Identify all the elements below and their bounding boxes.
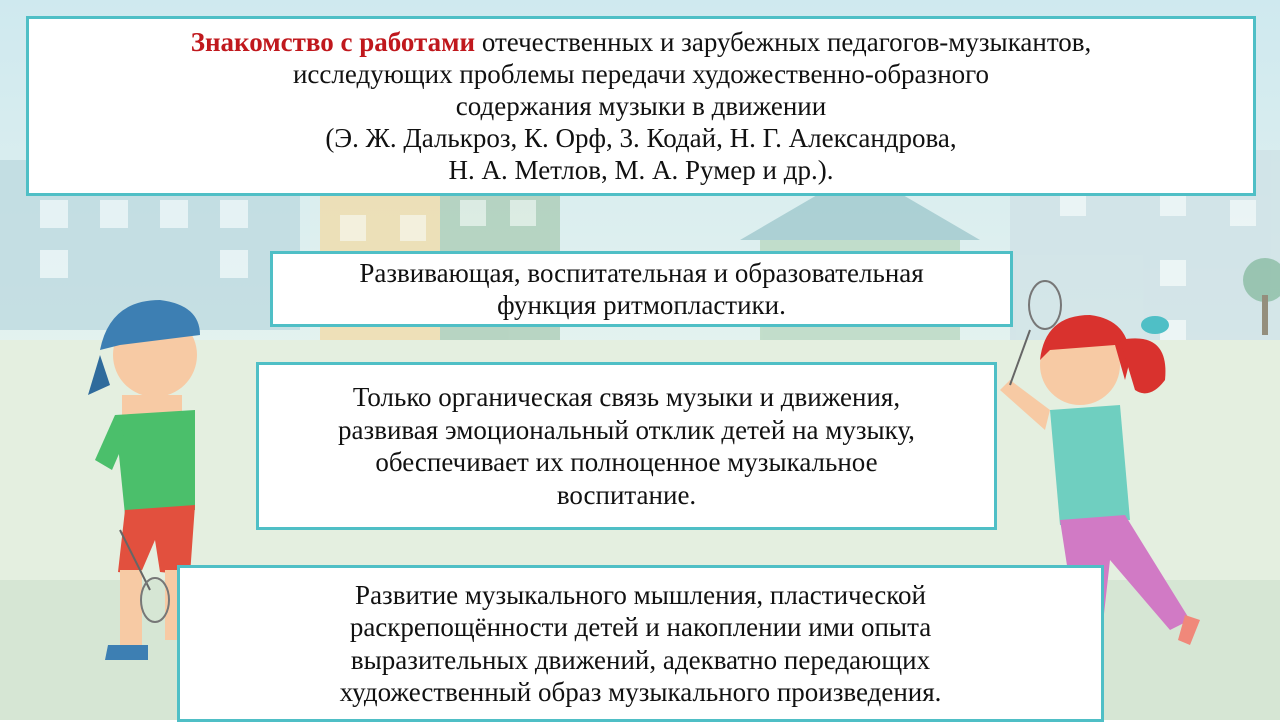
development-line-2: раскрепощённости детей и накоплении ими опыта	[349, 612, 932, 642]
function-line-1: Развивающая, воспитательная и образовательная	[359, 257, 924, 288]
function-text-box	[270, 251, 1013, 327]
connection-line-2: развивая эмоциональный отклик детей на музыку,	[338, 414, 915, 445]
intro-highlight: Знакомство с работами	[190, 27, 476, 57]
development-text-box	[177, 565, 1104, 722]
connection-line-1: Только органическая связь музыки и движения,	[352, 382, 901, 412]
connection-line-3: обеспечивает их полноценное музыкальное	[375, 447, 878, 477]
function-line-2: функция ритмопластики.	[497, 290, 786, 320]
development-line-1: Развитие музыкального мышления, пластической	[355, 579, 926, 610]
intro-line-5: Н. А. Метлов, М. А. Румер и др.).	[448, 155, 834, 185]
development-line-4: художественный образ музыкального произведения.	[339, 677, 942, 707]
connection-text-box	[256, 362, 997, 530]
connection-line-4: воспитание.	[556, 479, 697, 510]
intro-text-box	[26, 16, 1256, 196]
intro-line-1	[191, 26, 1092, 58]
intro-line-3: содержания музыки в движении	[455, 91, 827, 121]
development-line-3: выразительных движений, адекватно передающих	[350, 644, 931, 675]
intro-line-4: (Э. Ж. Далькроз, К. Орф, 3. Кодай, Н. Г. Александрова,	[325, 123, 957, 153]
intro-line-2: исследующих проблемы передачи художественно-образного	[292, 59, 990, 89]
intro-line-1-rest: отечественных и зарубежных педагогов-музыкантов,	[475, 27, 1092, 57]
